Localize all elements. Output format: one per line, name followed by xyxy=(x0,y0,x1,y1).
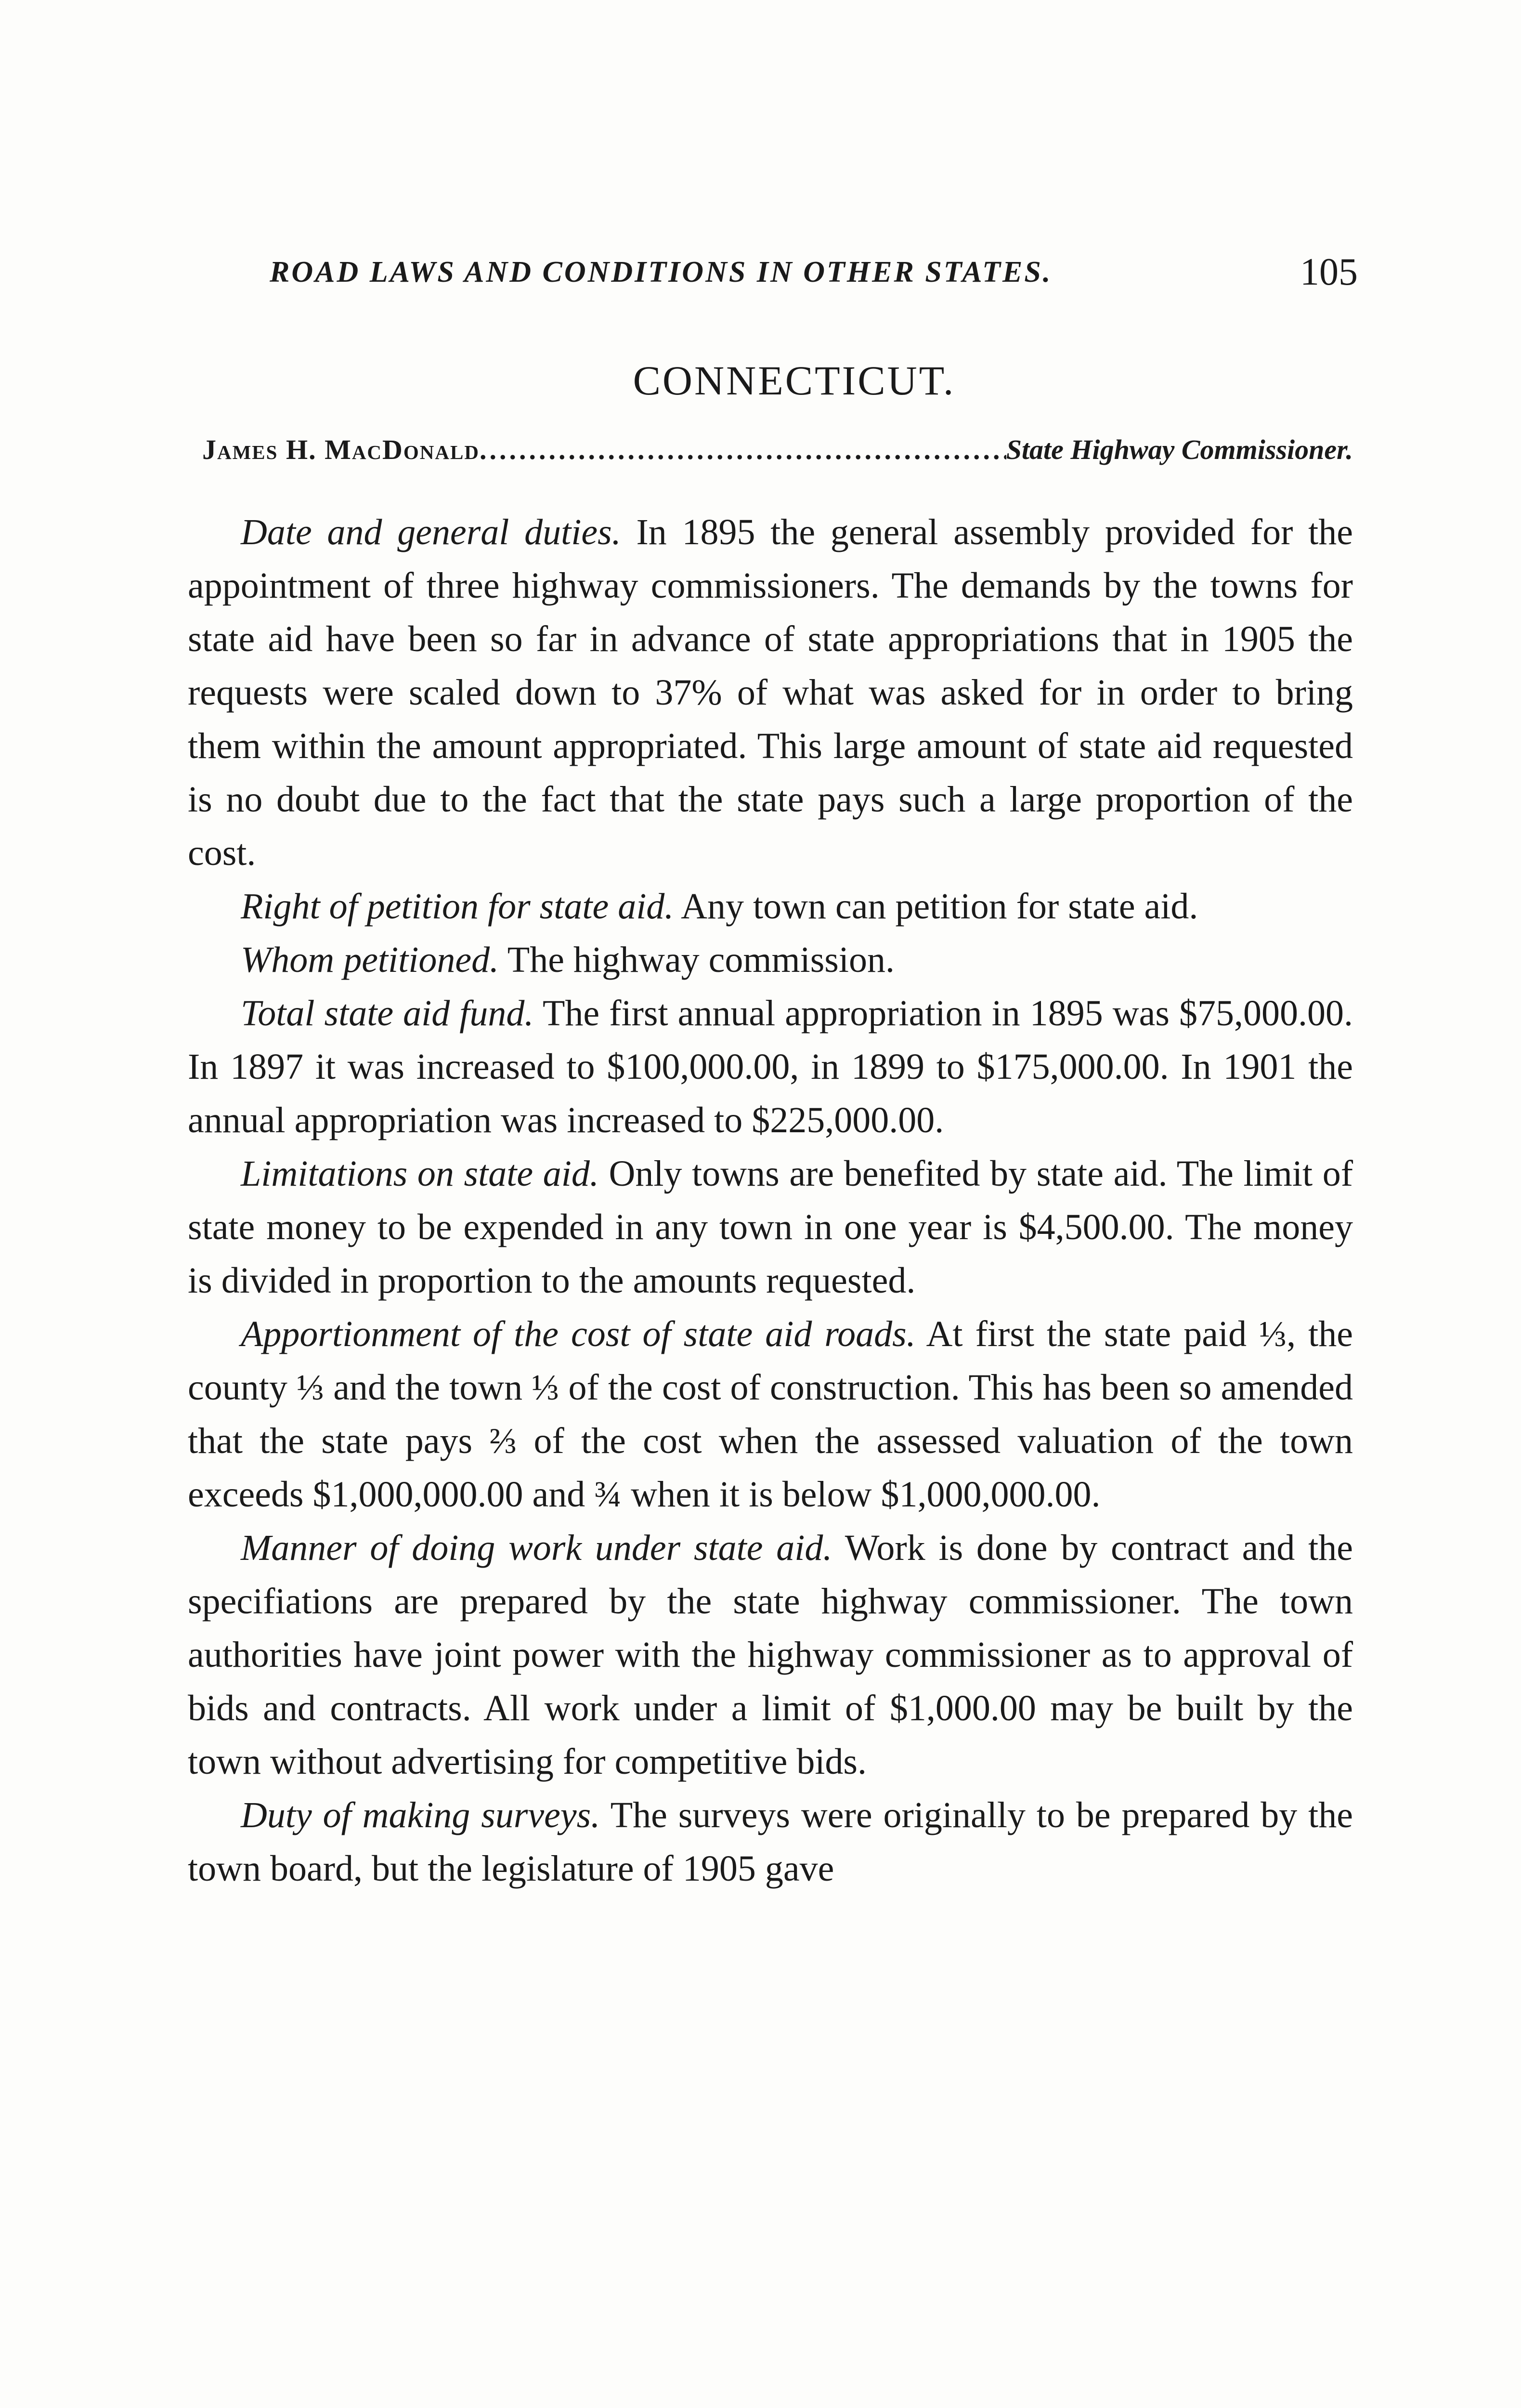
paragraph-heading: Manner of doing work under state aid. xyxy=(241,1528,832,1568)
paragraph-heading: Total state aid fund. xyxy=(241,993,534,1034)
section-title: CONNECTICUT. xyxy=(633,357,956,404)
paragraph-whom-petitioned xyxy=(188,933,1353,987)
paragraph-heading: Whom petitioned. xyxy=(241,940,499,980)
official-name: James H. MacDonald xyxy=(202,434,480,465)
paragraph-text: In 1895 the general assembly provided for the appointment of three highway commissioners. The demands by the towns for state aid have been so far in advance of state appropriations that in 1905 the requests were scaled down to 37% of what was asked for in order to bring them within the amount appropriated. This large amount of state aid requested is no doubt due to the fact that the state pays such a large proportion of the cost. xyxy=(188,512,1353,873)
paragraph-heading: Duty of making surveys. xyxy=(241,1795,600,1835)
paragraph-manner-of-doing-work xyxy=(188,1521,1353,1789)
paragraph-text: Only towns are benefited by state aid. The limit of state money to be expended in any town in one year is $4,500.00. The money is divided in proportion to the amounts requested. xyxy=(188,1153,1353,1301)
running-head-title: ROAD LAWS AND CONDITIONS IN OTHER STATES. xyxy=(270,256,1053,288)
paragraph-text: Work is done by contract and the specifiations are prepared by the state highway commissioner. The town authorities have joint power with the highway commissioner as to approval of bids and contracts. All work under a limit of $1,000.00 may be built by the town without advertising for competitive bids. xyxy=(188,1528,1353,1782)
dot-leader xyxy=(480,433,1006,466)
page-number: 105 xyxy=(1300,251,1358,293)
paragraph-apportionment-of-cost xyxy=(188,1308,1353,1521)
paragraph-text: The surveys were originally to be prepared by the town board, but the legislature of 1905 gave xyxy=(188,1795,1353,1889)
running-head xyxy=(270,250,1358,303)
paragraph-duty-of-making-surveys xyxy=(188,1789,1353,1896)
body-text xyxy=(188,506,1353,1896)
paragraph-text: Any town can petition for state aid. xyxy=(681,886,1198,927)
paragraph-heading: Date and general duties. xyxy=(241,512,621,552)
paragraph-total-state-aid-fund xyxy=(188,987,1353,1147)
paragraph-text: The first annual appropriation in 1895 was $75,000.00. In 1897 it was increased to $100,000.00, in 1899 to $175,000.00. In 1901 the annual appropriation was increased to $225,000.00. xyxy=(188,993,1353,1140)
official-line xyxy=(202,433,1353,466)
paragraph-heading: Right of petition for state aid. xyxy=(241,886,674,927)
paragraph-text: The highway commission. xyxy=(507,940,895,980)
paragraph-text: At first the state paid ⅓, the county ⅓ and the town ⅓ of the cost of construction. This has been so amended that the state pays ⅔ of the cost when the assessed valuation of the town exceeds $1,000,000.00 and ¾ when it is below $1,000,000.00. xyxy=(188,1314,1353,1515)
paragraph-limitations-on-state-aid xyxy=(188,1147,1353,1308)
official-title: State Highway Commissioner. xyxy=(1006,434,1353,465)
paragraph-date-and-general-duties xyxy=(188,506,1353,880)
paragraph-right-of-petition xyxy=(188,880,1353,933)
paragraph-heading: Limitations on state aid. xyxy=(241,1153,599,1194)
paragraph-heading: Apportionment of the cost of state aid roads. xyxy=(241,1314,916,1354)
